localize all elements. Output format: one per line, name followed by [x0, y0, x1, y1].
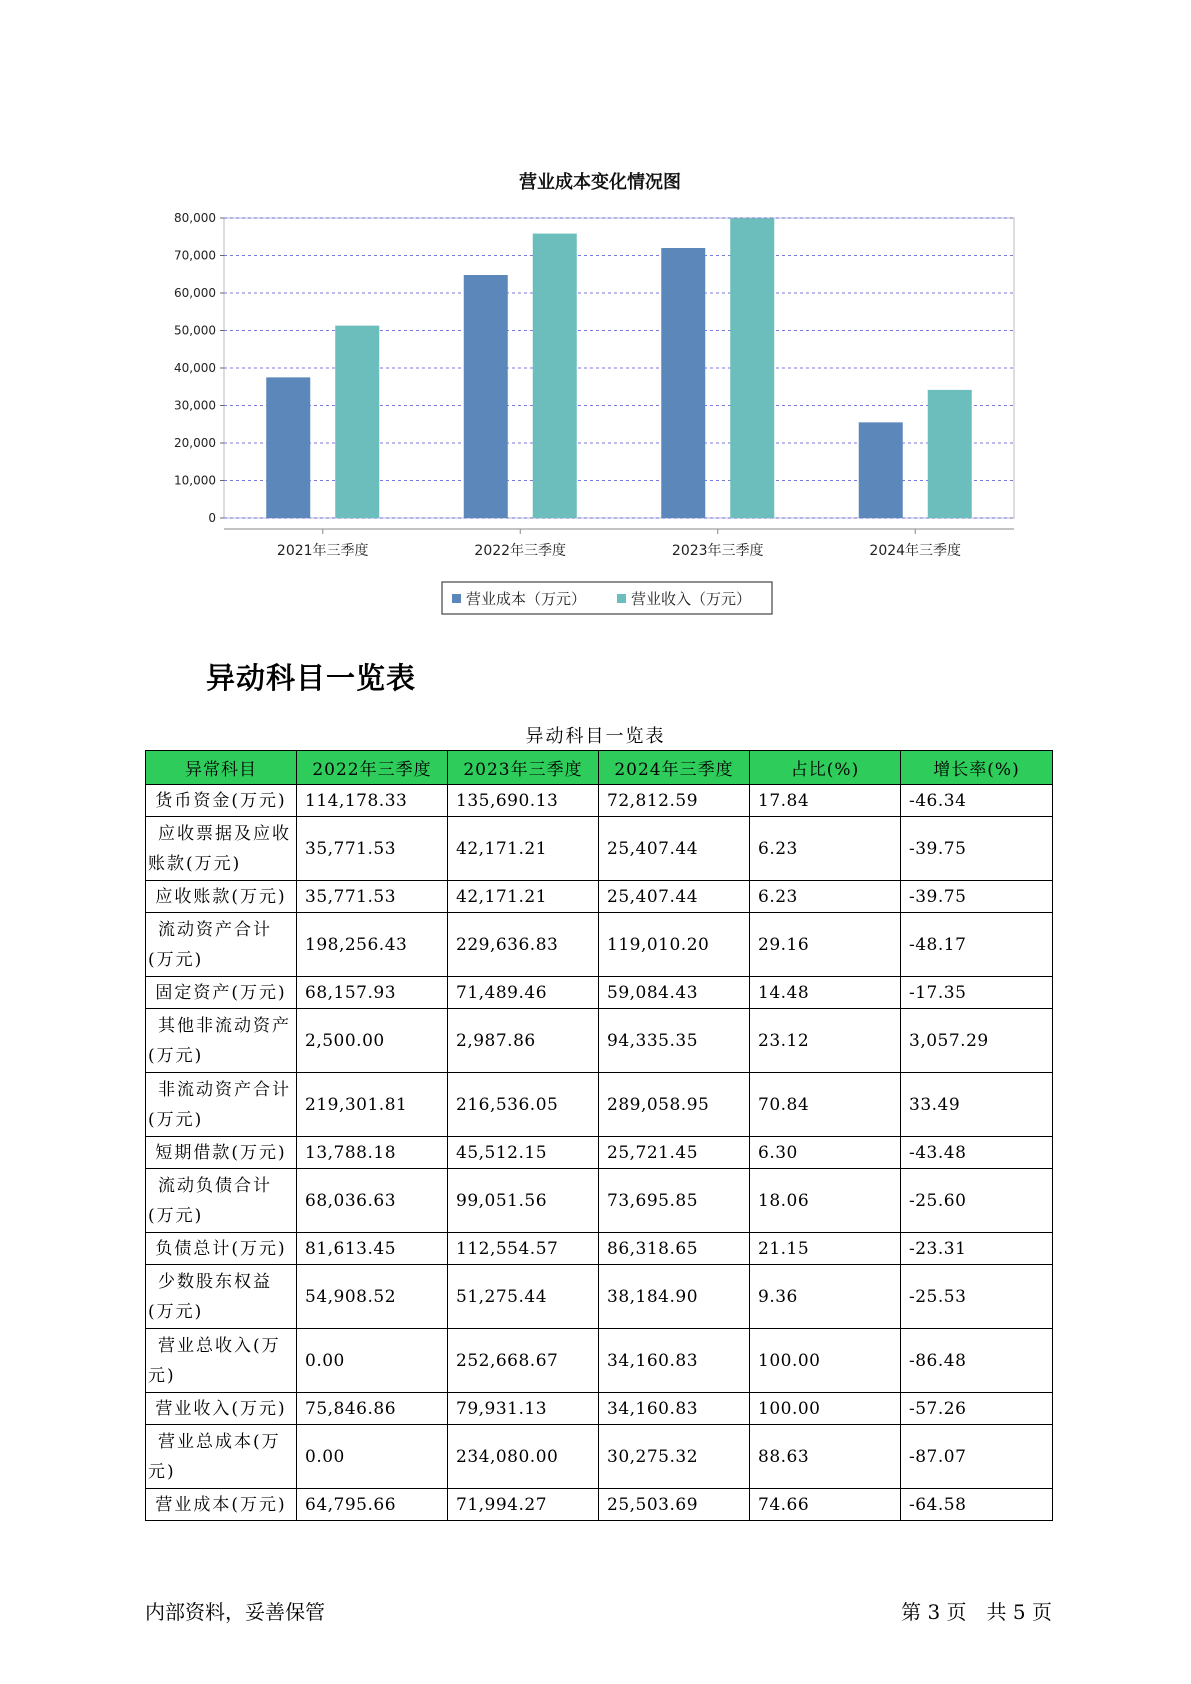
growth-cell: -25.60 [901, 1169, 1053, 1233]
bar-series0-3 [859, 422, 903, 518]
y-axis-ticks [174, 211, 224, 525]
anomaly-table [145, 750, 1053, 1521]
value-2024-cell: 38,184.90 [599, 1265, 750, 1329]
value-2023-cell: 229,636.83 [448, 913, 599, 977]
value-2022-cell: 2,500.00 [297, 1009, 448, 1073]
table-row [146, 1393, 1053, 1425]
value-2022-cell: 114,178.33 [297, 785, 448, 817]
table-row [146, 1233, 1053, 1265]
bar-series0-0 [266, 377, 310, 518]
header-growth: 增长率(%) [901, 751, 1053, 785]
x-category-label: 2024年三季度 [869, 543, 962, 559]
ratio-cell: 74.66 [750, 1489, 901, 1521]
value-2023-cell: 112,554.57 [448, 1233, 599, 1265]
growth-cell: -39.75 [901, 817, 1053, 881]
value-2023-cell: 51,275.44 [448, 1265, 599, 1329]
growth-cell: 3,057.29 [901, 1009, 1053, 1073]
ratio-cell: 70.84 [750, 1073, 901, 1137]
item-cell: 营业成本(万元) [146, 1489, 297, 1521]
value-2023-cell: 42,171.21 [448, 817, 599, 881]
value-2023-cell: 99,051.56 [448, 1169, 599, 1233]
item-cell: 少数股东权益(万元) [146, 1265, 297, 1329]
table-row [146, 881, 1053, 913]
value-2024-cell: 59,084.43 [599, 977, 750, 1009]
y-tick-label: 50,000 [174, 323, 216, 338]
item-cell: 营业收入(万元) [146, 1393, 297, 1425]
value-2024-cell: 25,407.44 [599, 881, 750, 913]
growth-cell: -86.48 [901, 1329, 1053, 1393]
value-2023-cell: 2,987.86 [448, 1009, 599, 1073]
table-body [146, 785, 1053, 1521]
x-axis-categories [277, 529, 961, 559]
y-tick-label: 20,000 [174, 436, 216, 450]
table-row [146, 1073, 1053, 1137]
ratio-cell: 21.15 [750, 1233, 901, 1265]
value-2022-cell: 81,613.45 [297, 1233, 448, 1265]
table-row [146, 1329, 1053, 1393]
value-2024-cell: 34,160.83 [599, 1393, 750, 1425]
value-2023-cell: 252,668.67 [448, 1329, 599, 1393]
value-2022-cell: 35,771.53 [297, 817, 448, 881]
header-2022: 2022年三季度 [297, 751, 448, 785]
value-2023-cell: 135,690.13 [448, 785, 599, 817]
value-2022-cell: 198,256.43 [297, 913, 448, 977]
legend [442, 582, 772, 614]
bar-series1-2 [730, 218, 774, 518]
growth-cell: -57.26 [901, 1393, 1053, 1425]
ratio-cell: 100.00 [750, 1329, 901, 1393]
bar-series1-3 [928, 390, 972, 518]
legend-label: 营业成本（万元） [466, 590, 587, 608]
header-2024: 2024年三季度 [599, 751, 750, 785]
item-cell: 非流动资产合计(万元) [146, 1073, 297, 1137]
table-row [146, 817, 1053, 881]
table-row [146, 1489, 1053, 1521]
growth-cell: -64.58 [901, 1489, 1053, 1521]
value-2022-cell: 54,908.52 [297, 1265, 448, 1329]
y-tick-label: 30,000 [174, 398, 216, 413]
header-2023: 2023年三季度 [448, 751, 599, 785]
growth-cell: -48.17 [901, 913, 1053, 977]
value-2023-cell: 79,931.13 [448, 1393, 599, 1425]
ratio-cell: 6.23 [750, 817, 901, 881]
section-heading: 异动科目一览表 [206, 661, 417, 695]
value-2023-cell: 45,512.15 [448, 1137, 599, 1169]
y-tick-label: 10,000 [174, 473, 216, 488]
ratio-cell: 18.06 [750, 1169, 901, 1233]
value-2022-cell: 13,788.18 [297, 1137, 448, 1169]
ratio-cell: 14.48 [750, 977, 901, 1009]
table-header-row [146, 751, 1053, 785]
value-2024-cell: 94,335.35 [599, 1009, 750, 1073]
item-cell: 流动资产合计(万元) [146, 913, 297, 977]
item-cell: 固定资产(万元) [146, 977, 297, 1009]
item-cell: 营业总收入(万元) [146, 1329, 297, 1393]
ratio-cell: 9.36 [750, 1265, 901, 1329]
value-2024-cell: 25,503.69 [599, 1489, 750, 1521]
ratio-cell: 23.12 [750, 1009, 901, 1073]
value-2022-cell: 75,846.86 [297, 1393, 448, 1425]
value-2023-cell: 234,080.00 [448, 1425, 599, 1489]
value-2023-cell: 71,489.46 [448, 977, 599, 1009]
ratio-cell: 17.84 [750, 785, 901, 817]
legend-swatch [452, 594, 461, 603]
value-2024-cell: 289,058.95 [599, 1073, 750, 1137]
item-cell: 营业总成本(万元) [146, 1425, 297, 1489]
table-row [146, 1009, 1053, 1073]
bar-series1-1 [533, 234, 577, 518]
value-2024-cell: 86,318.65 [599, 1233, 750, 1265]
ratio-cell: 88.63 [750, 1425, 901, 1489]
value-2024-cell: 73,695.85 [599, 1169, 750, 1233]
table-row [146, 1169, 1053, 1233]
table-row [146, 1265, 1053, 1329]
item-cell: 短期借款(万元) [146, 1137, 297, 1169]
growth-cell: 33.49 [901, 1073, 1053, 1137]
chart-title: 营业成本变化情况图 [519, 172, 681, 193]
value-2023-cell: 71,994.27 [448, 1489, 599, 1521]
legend-swatch [617, 594, 626, 603]
item-cell: 应收票据及应收账款(万元) [146, 817, 297, 881]
footer-confidential-note: 内部资料，妥善保管 [145, 1600, 325, 1624]
value-2024-cell: 25,721.45 [599, 1137, 750, 1169]
item-cell: 其他非流动资产(万元) [146, 1009, 297, 1073]
bar-series0-1 [464, 275, 508, 518]
growth-cell: -43.48 [901, 1137, 1053, 1169]
value-2023-cell: 216,536.05 [448, 1073, 599, 1137]
x-category-label: 2021年三季度 [276, 543, 369, 559]
header-ratio: 占比(%) [750, 751, 901, 785]
y-tick-label: 80,000 [174, 211, 216, 225]
growth-cell: -17.35 [901, 977, 1053, 1009]
table-row [146, 785, 1053, 817]
value-2022-cell: 68,036.63 [297, 1169, 448, 1233]
ratio-cell: 29.16 [750, 913, 901, 977]
table-row [146, 913, 1053, 977]
value-2022-cell: 35,771.53 [297, 881, 448, 913]
ratio-cell: 6.30 [750, 1137, 901, 1169]
growth-cell: -23.31 [901, 1233, 1053, 1265]
bar-series0-2 [661, 248, 705, 518]
value-2024-cell: 34,160.83 [599, 1329, 750, 1393]
value-2024-cell: 25,407.44 [599, 817, 750, 881]
value-2024-cell: 119,010.20 [599, 913, 750, 977]
value-2024-cell: 72,812.59 [599, 785, 750, 817]
item-cell: 应收账款(万元) [146, 881, 297, 913]
table-row [146, 1425, 1053, 1489]
item-cell: 流动负债合计(万元) [146, 1169, 297, 1233]
value-2022-cell: 219,301.81 [297, 1073, 448, 1137]
value-2023-cell: 42,171.21 [448, 881, 599, 913]
header-item: 异常科目 [146, 751, 297, 785]
ratio-cell: 100.00 [750, 1393, 901, 1425]
item-cell: 货币资金(万元) [146, 785, 297, 817]
y-tick-label: 70,000 [174, 248, 216, 263]
x-category-label: 2022年三季度 [474, 543, 567, 559]
value-2022-cell: 68,157.93 [297, 977, 448, 1009]
chart-canvas [160, 160, 1030, 630]
footer-page-number: 第 3 页 共 5 页 [901, 1600, 1052, 1624]
y-tick-label: 60,000 [174, 286, 216, 300]
y-tick-label: 0 [208, 511, 216, 525]
growth-cell: -46.34 [901, 785, 1053, 817]
value-2024-cell: 30,275.32 [599, 1425, 750, 1489]
growth-cell: -25.53 [901, 1265, 1053, 1329]
ratio-cell: 6.23 [750, 881, 901, 913]
value-2022-cell: 64,795.66 [297, 1489, 448, 1521]
x-category-label: 2023年三季度 [671, 543, 764, 559]
growth-cell: -87.07 [901, 1425, 1053, 1489]
value-2022-cell: 0.00 [297, 1425, 448, 1489]
table-caption: 异动科目一览表 [525, 726, 666, 747]
table-row [146, 1137, 1053, 1169]
bar-chart [160, 160, 1030, 630]
table-row [146, 977, 1053, 1009]
value-2022-cell: 0.00 [297, 1329, 448, 1393]
item-cell: 负债总计(万元) [146, 1233, 297, 1265]
legend-label: 营业收入（万元） [631, 590, 752, 608]
growth-cell: -39.75 [901, 881, 1053, 913]
bar-series1-0 [335, 326, 379, 518]
y-tick-label: 40,000 [174, 361, 216, 375]
